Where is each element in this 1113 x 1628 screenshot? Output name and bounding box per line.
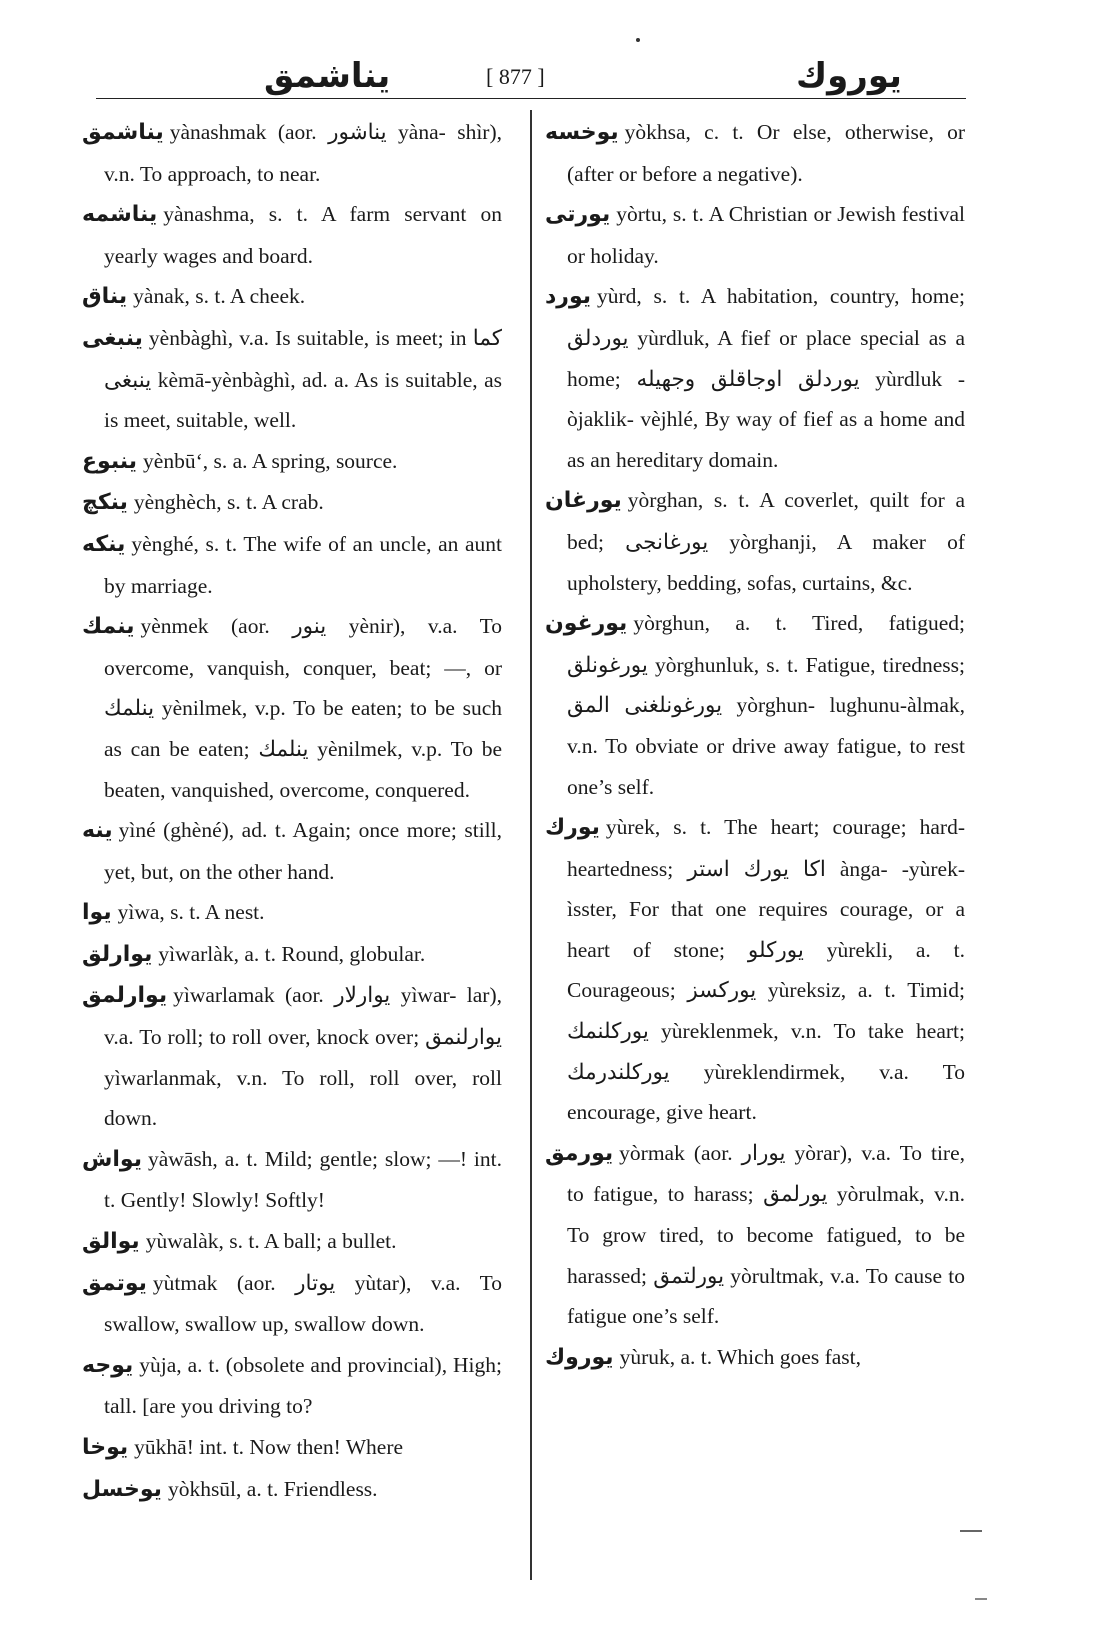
entry-text: yòrghan, s. t. A coverlet, quilt for a bed; يورغانجى yòrghanji, A maker of upholstery, bedding, sofas, curtains, &c. <box>567 488 965 595</box>
entry-arabic: يورغان <box>545 488 622 514</box>
entry <box>545 194 965 276</box>
entry <box>82 1221 502 1263</box>
entry-text: yènmek (aor. ينور yènir), v.a. To overcome, vanquish, conquer, beat; —, or ينلمك yènilmek, v.p. To be eaten; to be such as can be eaten; ينلمك yènilmek, v.p. To be beaten, vanquished, overcome, conquered. <box>104 614 502 802</box>
entry <box>82 892 502 934</box>
entry-arabic: يوجه <box>82 1352 134 1378</box>
entry-text: yùrek, s. t. The heart; courage; hard-heartedness; اكا يورك استر ànga- -yùrek-ìsster, For that one requires courage, or a heart of stone; يوركلو yùrekli, a. t. Courageous; يوركسز yùreksiz, a. t. Timid; يوركلنمك yùreklenmek, v.n. To take heart; يوركلندرمك yùreklendirmek, v.a. To encourage, give heart. <box>567 815 965 1125</box>
entry <box>545 1337 965 1379</box>
entry <box>82 441 502 483</box>
entry <box>82 194 502 276</box>
header-left-word: يناشمق <box>264 56 391 96</box>
entry-text: yènbàghì, v.a. Is suitable, is meet; in كما ينبغى kèmā-yènbàghì, ad. a. As is suitable, as is meet, suitable, well. <box>104 325 502 433</box>
entry-arabic: يوروك <box>545 1344 614 1370</box>
entry-arabic: يناشمق <box>82 120 164 145</box>
entry <box>82 606 502 810</box>
entry-text: yòrghun, a. t. Tired, fatigued; يورغونلق yòrghunluk, s. t. Fatigue, tiredness; يورغونلغنى المق yòrghun- lughunu-àlmak, v.n. To obviate or drive away fatigue, to rest one’s self. <box>567 611 965 799</box>
margin-mark <box>975 1598 987 1600</box>
entry-arabic: ينكچ <box>82 490 128 516</box>
entry-arabic: يورمق <box>545 1140 614 1166</box>
entry <box>82 318 502 441</box>
left-column <box>82 112 502 1510</box>
entry <box>82 934 502 976</box>
ink-speck <box>636 38 640 42</box>
header-right-word: يوروك <box>796 56 902 96</box>
entry-arabic: يوخسه <box>545 120 619 145</box>
entry <box>545 603 965 807</box>
entry-text: yànashma, s. t. A farm servant on yearly wages and board. <box>104 202 502 268</box>
entry <box>82 482 502 524</box>
entry-arabic: يورتى <box>545 202 611 228</box>
entry-text: yìwarlamak (aor. يوارلار yìwar- lar), v.a. To roll; to roll over, knock over; يوارلنمق yìwarlanmak, v.n. To roll, roll over, roll down. <box>104 983 502 1131</box>
entry-arabic: ينمك <box>82 614 135 640</box>
entry <box>82 1427 502 1469</box>
entry-arabic: يوالق <box>82 1229 140 1255</box>
column-divider <box>530 110 532 1580</box>
entry <box>82 1139 502 1221</box>
entry-text: yìné (ghèné), ad. t. Again; once more; still, yet, but, on the other hand. <box>104 818 502 884</box>
entry-text: yènbū‘, s. a. A spring, source. <box>143 448 398 473</box>
entry-text: yùwalàk, s. t. A ball; a bullet. <box>145 1229 397 1254</box>
entry-text: yìwa, s. t. A nest. <box>117 900 265 925</box>
entry-text: yòrmak (aor. يورار yòrar), v.a. To tire, to fatigue, to harass; يورلمق yòrulmak, v.n. To grow tired, to become fatigued, to be harassed; يورلتمق yòrultmak, v.a. To cause to fatigue one’s self. <box>567 1140 966 1329</box>
margin-mark <box>960 1530 982 1532</box>
entry <box>82 524 502 606</box>
entry <box>82 810 502 892</box>
entry-arabic: يناشمه <box>82 202 158 228</box>
entry-arabic: يوا <box>82 900 112 926</box>
entry <box>545 1133 965 1337</box>
entry-text: yòrtu, s. t. A Christian or Jewish festival or holiday. <box>567 202 965 268</box>
entry-arabic: يوارلمق <box>82 983 168 1009</box>
entry-text: yànak, s. t. A cheek. <box>133 284 306 309</box>
entry <box>545 276 965 480</box>
entry <box>82 1469 502 1511</box>
entry <box>545 480 965 603</box>
entry-arabic: يورك <box>545 815 600 841</box>
entry-arabic: يورغون <box>545 611 628 637</box>
entry-arabic: يوارلق <box>82 941 153 967</box>
entry <box>82 1345 502 1427</box>
entry <box>82 1263 502 1345</box>
entry-arabic: يوخسل <box>82 1476 162 1502</box>
entry-text: yènghé, s. t. The wife of an uncle, an aunt by marriage. <box>104 531 502 598</box>
entry-arabic: ينكه <box>82 531 126 557</box>
entry-arabic: يورد <box>545 284 592 310</box>
entry-text: yòkhsūl, a. t. Friendless. <box>167 1476 378 1501</box>
entry-arabic: يوخا <box>82 1435 129 1460</box>
entry-arabic: يواش <box>82 1146 142 1172</box>
entry-text: yànashmak (aor. يناشور yàna- shìr), v.n. To approach, to near. <box>104 120 502 186</box>
entry <box>82 112 502 194</box>
entry-text: yùrd, s. t. A habitation, country, home; يوردلق yùrdluk, A fief or place special as a home; يوردلق اوجاقلق وجهيله yùrdluk - òjaklik- vèjhlé, By way of fief as a home and as an hereditary domain. <box>567 284 965 472</box>
entry <box>82 276 502 318</box>
entry-arabic: ينه <box>82 818 113 844</box>
entry-arabic: يوتمق <box>82 1270 147 1296</box>
entry-text: yùja, a. t. (obsolete and provincial), High; tall. [are you driving to? <box>104 1352 502 1419</box>
entry-text: yūkhā! int. t. Now then! Where <box>134 1435 404 1459</box>
entry-text: yènghèch, s. t. A crab. <box>133 490 324 515</box>
entry-arabic: يناق <box>82 284 128 310</box>
entry-text: yìwarlàk, a. t. Round, globular. <box>158 941 426 966</box>
page-number: [ 877 ] <box>486 64 545 89</box>
entry <box>545 112 965 194</box>
entry <box>545 807 965 1133</box>
entry-text: yòkhsa, c. t. Or else, otherwise, or (after or before a negative). <box>567 120 965 186</box>
entry-text: yàwāsh, a. t. Mild; gentle; slow; —! int. t. Gently! Slowly! Softly! <box>104 1146 502 1213</box>
entry-arabic: ينبوع <box>82 448 138 474</box>
page-header <box>96 52 966 99</box>
right-column <box>545 112 965 1378</box>
entry-text: yùtmak (aor. يوتار yùtar), v.a. To swallow, swallow up, swallow down. <box>104 1270 502 1337</box>
entry-arabic: ينبغى <box>82 325 143 351</box>
entry-text: yùruk, a. t. Which goes fast, <box>619 1344 861 1369</box>
entry <box>82 975 502 1138</box>
